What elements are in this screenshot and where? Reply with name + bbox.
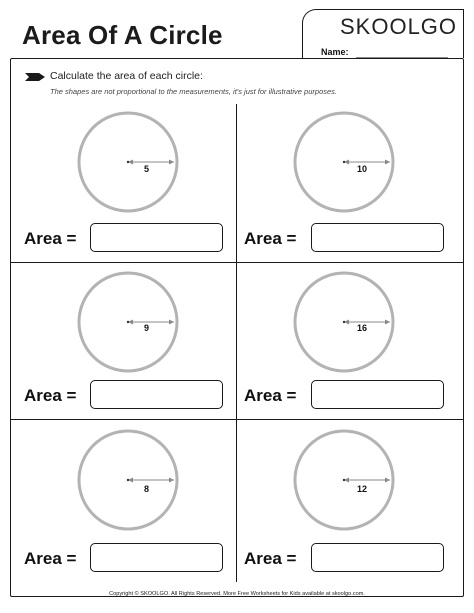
copyright-footer: Copyright © SKOOLGO. All Rights Reserved. More Free Worksheets for Kids available at skoolgo.com. <box>109 591 365 597</box>
area-label: Area = <box>244 386 297 405</box>
area-label: Area = <box>24 386 77 405</box>
area-answer-box[interactable] <box>311 380 444 409</box>
radius-label: 16 <box>357 323 368 333</box>
area-label: Area = <box>244 549 297 568</box>
name-label: Name: <box>321 47 349 57</box>
row-divider <box>10 419 464 420</box>
column-divider <box>236 104 237 582</box>
radius-label: 10 <box>357 164 368 174</box>
name-field[interactable] <box>356 57 448 58</box>
row-divider <box>10 262 464 263</box>
circle-diagram <box>76 270 180 374</box>
area-answer-box[interactable] <box>90 380 223 409</box>
area-answer-box[interactable] <box>90 223 223 252</box>
circle-diagram <box>292 110 396 214</box>
worksheet-title: Area Of A Circle <box>22 20 223 50</box>
area-answer-box[interactable] <box>311 543 444 572</box>
area-answer-box[interactable] <box>90 543 223 572</box>
area-answer-box[interactable] <box>311 223 444 252</box>
skoolgo-logo: SKOOLGO <box>340 14 458 39</box>
radius-label: 5 <box>144 164 150 174</box>
instruction-note: The shapes are not proportional to the measurements, it's just for illustrative purposes. <box>50 87 337 96</box>
radius-label: 8 <box>144 484 150 494</box>
instruction-text: Calculate the area of each circle: <box>50 70 203 82</box>
area-label: Area = <box>244 229 297 248</box>
circle-diagram <box>76 428 180 532</box>
circle-diagram <box>76 110 180 214</box>
area-label: Area = <box>24 229 77 248</box>
area-label: Area = <box>24 549 77 568</box>
radius-label: 12 <box>357 484 368 494</box>
radius-label: 9 <box>144 323 150 333</box>
arrow-icon <box>25 73 45 81</box>
circle-diagram <box>292 428 396 532</box>
circle-diagram <box>292 270 396 374</box>
